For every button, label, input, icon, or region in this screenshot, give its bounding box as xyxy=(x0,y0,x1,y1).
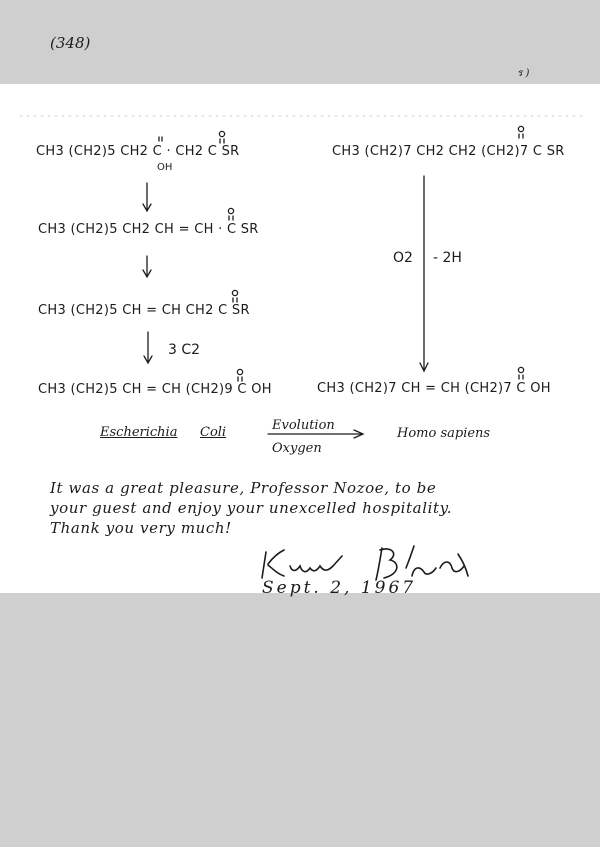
archive-number: (348) xyxy=(50,34,91,52)
left-step2-formula: CH3 (CH2)5 CH2 CH = CH · C SR xyxy=(38,222,259,237)
left-step4-formula: CH3 (CH2)5 CH = CH (CH2)9 C OH xyxy=(38,382,272,397)
carbonyl-mark-step3 xyxy=(232,290,237,302)
left-arrow-3 xyxy=(144,332,152,363)
right-reagent-oxygen: O2 xyxy=(393,250,413,266)
right-long-arrow xyxy=(420,176,428,371)
right-start-formula: CH3 (CH2)7 CH2 CH2 (CH2)7 C SR xyxy=(332,144,565,159)
left-arrow-1 xyxy=(143,183,151,211)
carbonyl-mark-right-end xyxy=(518,367,523,379)
letter-date: Sept. 2, 1967 xyxy=(262,578,417,598)
caption-evolution: Evolution xyxy=(272,418,335,433)
carbonyl-mark-step1-ketone xyxy=(159,137,162,141)
caption-oxygen: Oxygen xyxy=(272,441,322,456)
caption-coli: Coli xyxy=(200,425,227,440)
right-end-formula: CH3 (CH2)7 CH = CH (CH2)7 C OH xyxy=(317,381,551,396)
signature xyxy=(262,546,468,580)
carbonyl-mark-step1 xyxy=(219,131,224,143)
caption-escherichia: Escherichia xyxy=(100,425,178,440)
carbonyl-mark-step2 xyxy=(228,208,233,220)
page-mark: ร ) xyxy=(517,68,530,79)
left-step1-formula: CH3 (CH2)5 CH2 C · CH2 C SR xyxy=(36,144,240,159)
note-line-2: your guest and enjoy your unexcelled hospitality. xyxy=(50,499,453,517)
right-reagent-dehydrogenation: - 2H xyxy=(433,250,462,266)
carbonyl-mark-right-start xyxy=(518,126,523,138)
carbonyl-mark-step4 xyxy=(237,369,242,381)
left-reagent: 3 C2 xyxy=(168,342,201,358)
note-line-1: It was a great pleasure, Professor Nozoe, to be xyxy=(50,479,437,497)
caption-homo-sapiens: Homo sapiens xyxy=(397,426,491,441)
left-arrow-2 xyxy=(143,256,151,277)
note-line-3: Thank you very much! xyxy=(50,519,232,537)
evolution-arrow xyxy=(268,430,363,438)
left-step1-oh: OH xyxy=(157,162,173,173)
left-step3-formula: CH3 (CH2)5 CH = CH CH2 C SR xyxy=(38,303,250,318)
